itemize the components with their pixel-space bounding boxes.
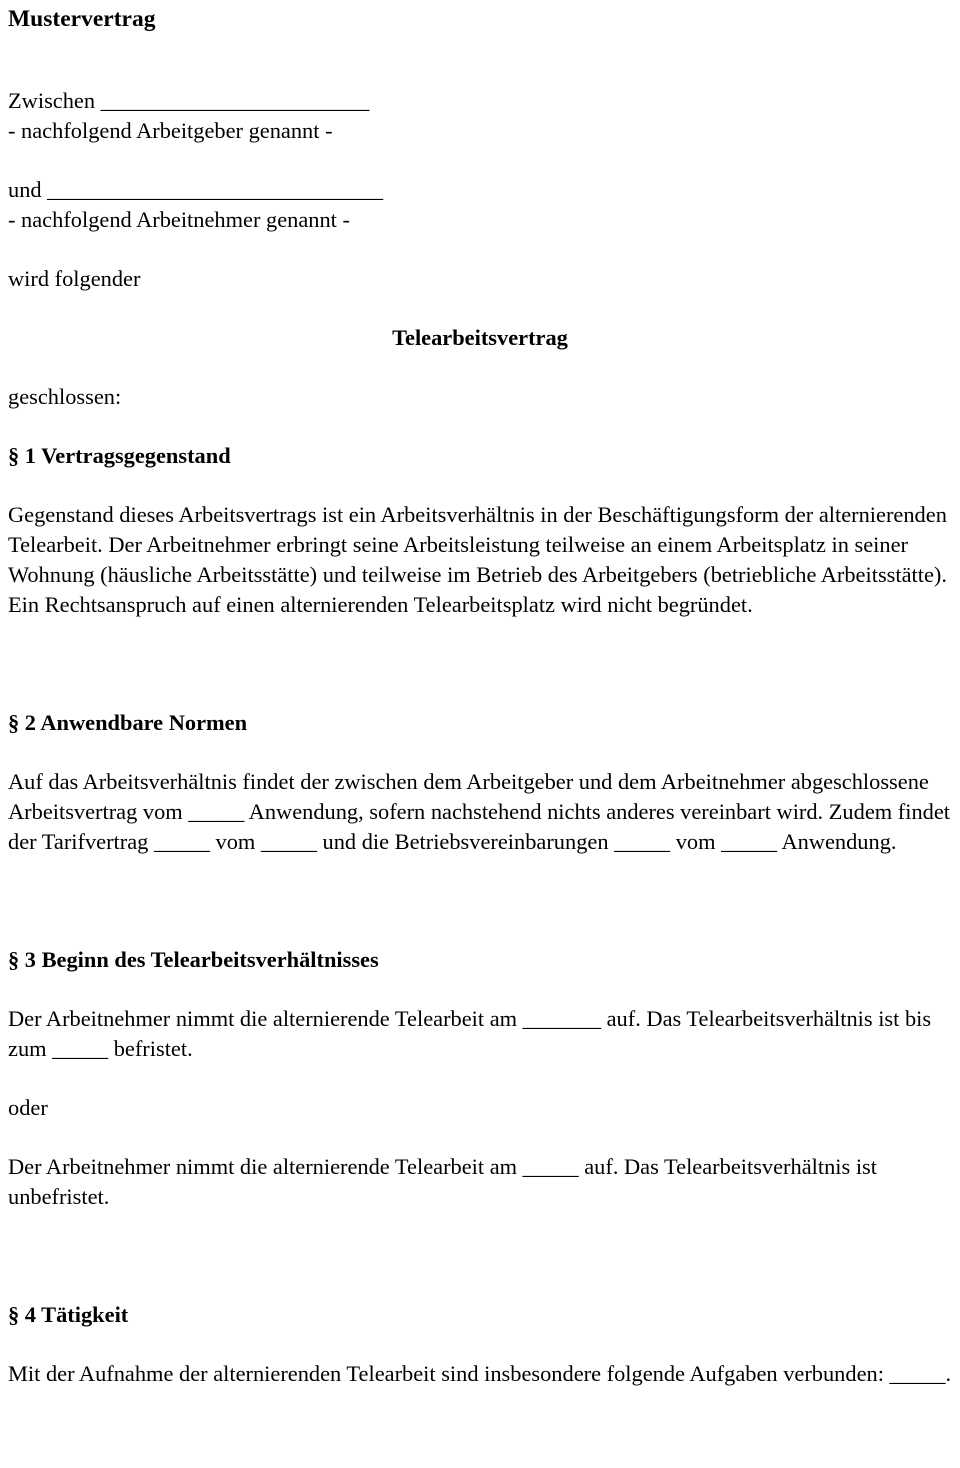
party-employer-blank-line: Zwischen ________________________ [8,88,370,113]
section-3-alternative-separator: oder [8,1095,48,1120]
section-1-body: Gegenstand dieses Arbeitsvertrags ist ein Arbeitsverhältnis in der Beschäftigungsform der alternierenden Telearbeit. Der Arbeitnehmer erbringt seine Arbeitsleistung teilweise an einem Arbeitsplatz in seiner Wohnung (häusliche Arbeitsstätte) und teilweise im Betrieb des Arbeitgebers (betriebliche Arbeitsstätte). Ein Rechtsanspruch auf einen alternierenden Telearbeitsplatz wird nicht begründet. [8,502,947,617]
section-2-body: Auf das Arbeitsverhältnis findet der zwischen dem Arbeitgeber und dem Arbeitnehmer abgeschlossene Arbeitsvertrag vom _____ Anwendung, sofern nachstehend nichts anderes vereinbart wird. Zudem findet der Tarifvertrag _____ vom _____ und die Betriebsvereinbarungen _____ vom _____ Anwendung. [8,769,951,854]
party-employee-caption: - nachfolgend Arbeitnehmer genannt - [8,207,350,232]
section-1-heading: § 1 Vertragsgegenstand [8,443,231,468]
contract-type-title: Telearbeitsvertrag [392,325,568,350]
preamble-closing-word: geschlossen: [8,384,122,409]
party-employee-blank-line: und ______________________________ [8,177,384,202]
section-4-body: Mit der Aufnahme der alternierenden Telearbeit sind insbesondere folgende Aufgaben verbunden: _____. [8,1361,952,1386]
preamble-lead-in: wird folgender [8,266,141,291]
section-3-heading: § 3 Beginn des Telearbeitsverhältnisses [8,947,379,972]
section-2-heading: § 2 Anwendbare Normen [8,710,248,735]
document-title: Mustervertrag [8,6,156,32]
party-employer-caption: - nachfolgend Arbeitgeber genannt - [8,118,333,143]
section-3-body-unlimited-term: Der Arbeitnehmer nimmt die alternierende Telearbeit am _____ auf. Das Telearbeitsverhältnis ist unbefristet. [8,1154,877,1209]
section-3-body-fixed-term: Der Arbeitnehmer nimmt die alternierende Telearbeit am _______ auf. Das Telearbeitsverhältnis ist bis zum _____ befristet. [8,1006,932,1061]
section-4-heading: § 4 Tätigkeit [8,1302,129,1327]
